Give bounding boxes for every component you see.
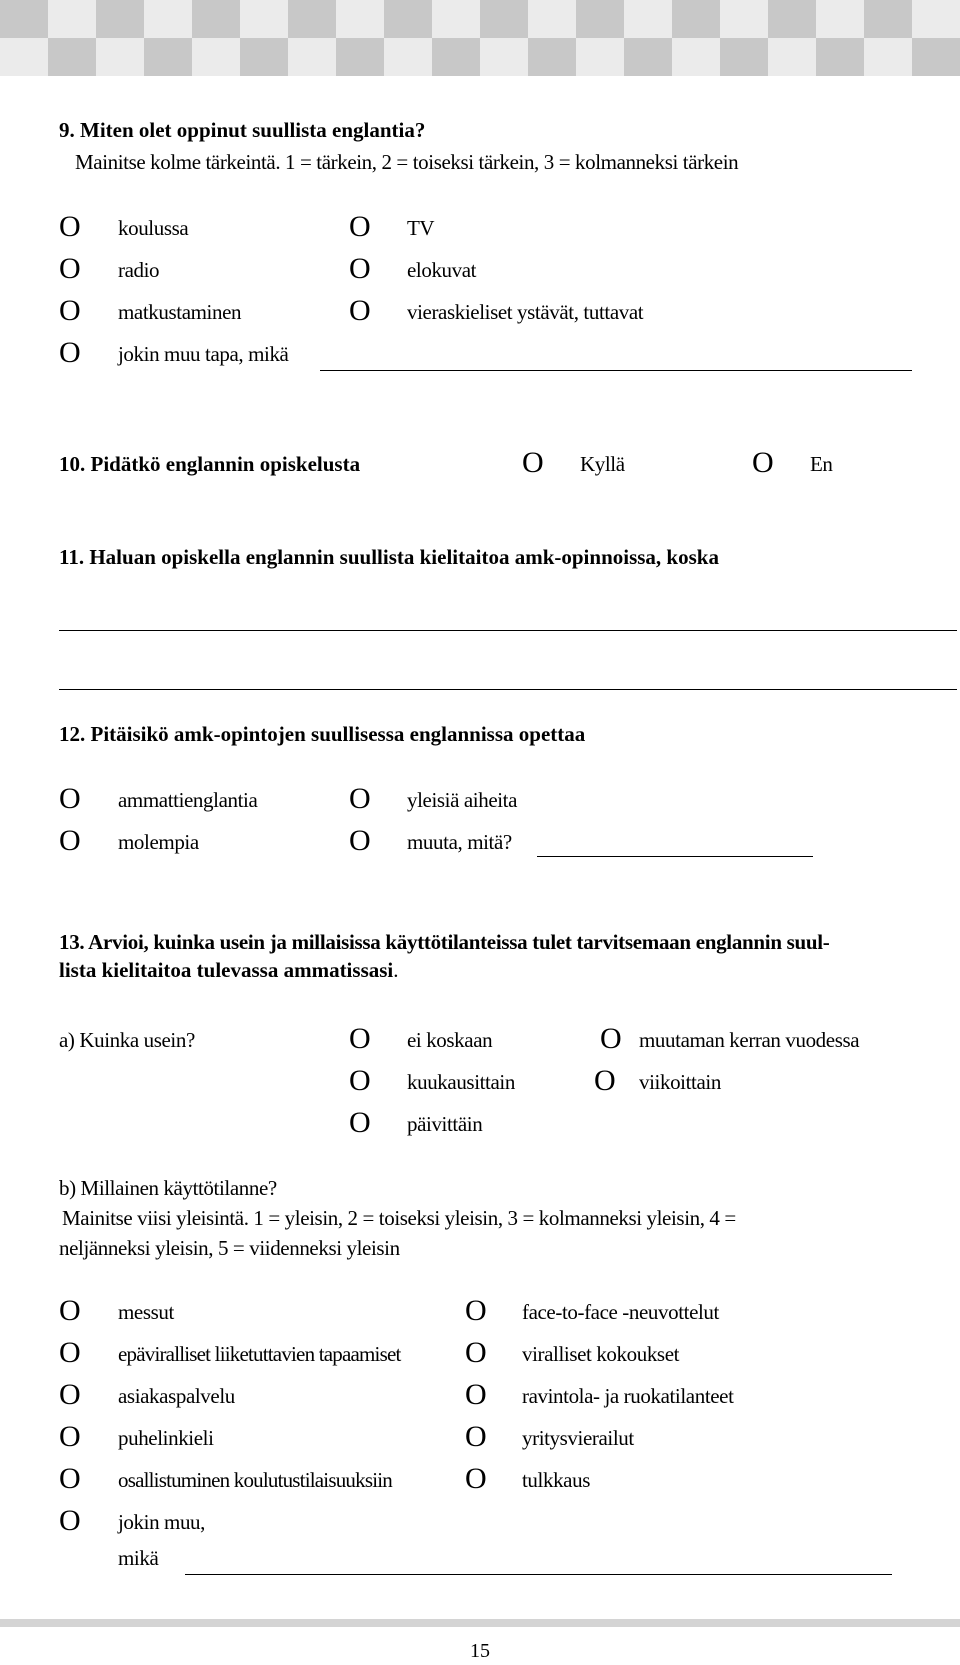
q10-no-label: En: [810, 452, 833, 476]
q13b-messut-label: messut: [118, 1300, 174, 1324]
q13b-puhelinkieli-radio[interactable]: O: [59, 1420, 81, 1453]
q12-yleisia-radio[interactable]: O: [349, 782, 371, 815]
q13b-other-answer-line[interactable]: [185, 1574, 892, 1575]
q13-title-period: .: [393, 958, 399, 982]
q9-instruction: Mainitse kolme tärkeintä. 1 = tärkein, 2 = toiseksi tärkein, 3 = kolmanneksi tärkein: [75, 150, 739, 174]
q9-friends-label: vieraskieliset ystävät, tuttavat: [407, 300, 644, 324]
q10-yes-radio[interactable]: O: [522, 446, 544, 479]
q9-title: 9. Miten olet oppinut suullista englantia?: [59, 118, 426, 142]
footer-bar: [0, 1619, 960, 1627]
q12-molempia-label: molempia: [118, 830, 199, 854]
q10-no-radio[interactable]: O: [752, 446, 774, 479]
q9-matkustaminen-radio[interactable]: O: [59, 294, 81, 327]
page-number: 15: [470, 1640, 490, 1662]
q13-title-line2-text: lista kielitaitoa tulevassa ammatissasi: [59, 958, 394, 982]
q13b-other-radio[interactable]: O: [59, 1504, 81, 1537]
q13a-label: a) Kuinka usein?: [59, 1028, 195, 1052]
q12-muuta-label: muuta, mitä?: [407, 830, 512, 854]
q13b-koulutus-radio[interactable]: O: [59, 1462, 81, 1495]
q13b-ravintola-label: ravintola- ja ruokatilanteet: [522, 1384, 734, 1408]
q9-friends-radio[interactable]: O: [349, 294, 371, 327]
q9-tv-label: TV: [407, 216, 435, 240]
q9-other-label: jokin muu tapa, mikä: [118, 342, 289, 366]
q12-muuta-answer-line[interactable]: [537, 856, 813, 857]
q13b-face-to-face-label: face-to-face -neuvottelut: [522, 1300, 719, 1324]
q12-molempia-radio[interactable]: O: [59, 824, 81, 857]
q13b-instruction-line2: neljänneksi yleisin, 5 = viidenneksi yleisin: [59, 1236, 400, 1260]
q13a-paivittain-radio[interactable]: O: [349, 1106, 371, 1139]
q13b-face-to-face-radio[interactable]: O: [465, 1294, 487, 1327]
q13a-muutaman-radio[interactable]: O: [600, 1022, 622, 1055]
q13a-kuukausittain-label: kuukausittain: [407, 1070, 515, 1094]
q13a-kuukausittain-radio[interactable]: O: [349, 1064, 371, 1097]
q9-other-radio[interactable]: O: [59, 336, 81, 369]
q13b-messut-radio[interactable]: O: [59, 1294, 81, 1327]
q13b-koulutus-label: osallistuminen koulutustilaisuuksiin: [118, 1468, 392, 1492]
q9-koulussa-label: koulussa: [118, 216, 189, 240]
q9-elokuvat-label: elokuvat: [407, 258, 477, 282]
q13-title-line1: 13. Arvioi, kuinka usein ja millaisissa käyttötilanteissa tulet tarvitsemaan englannin suul-: [59, 930, 830, 954]
q13b-other-label-mika: mikä: [118, 1546, 159, 1570]
q13b-yritysvierailut-label: yritysvierailut: [522, 1426, 634, 1450]
q13b-asiakaspalvelu-label: asiakaspalvelu: [118, 1384, 235, 1408]
q13b-viralliset-label: viralliset kokoukset: [522, 1342, 680, 1366]
q10-yes-label: Kyllä: [580, 452, 625, 476]
q13b-ravintola-radio[interactable]: O: [465, 1378, 487, 1411]
q11-answer-line-1[interactable]: [59, 630, 957, 631]
q9-other-answer-line[interactable]: [320, 370, 912, 371]
q13b-asiakaspalvelu-radio[interactable]: O: [59, 1378, 81, 1411]
q9-matkustaminen-label: matkustaminen: [118, 300, 242, 324]
q13a-ei-koskaan-label: ei koskaan: [407, 1028, 493, 1052]
q12-ammattienglantia-label: ammattienglantia: [118, 788, 258, 812]
q13b-instruction-line1: Mainitse viisi yleisintä. 1 = yleisin, 2 = toiseksi yleisin, 3 = kolmanneksi yleisin, 4 =: [62, 1206, 736, 1230]
q13-title-line2: [59, 958, 399, 983]
q13a-viikoittain-label: viikoittain: [639, 1070, 721, 1094]
q13a-paivittain-label: päivittäin: [407, 1112, 483, 1136]
q13b-yritysvierailut-radio[interactable]: O: [465, 1420, 487, 1453]
q9-radio-radio[interactable]: O: [59, 252, 81, 285]
q12-ammattienglantia-radio[interactable]: O: [59, 782, 81, 815]
q9-radio-label: radio: [118, 258, 160, 282]
q13b-viralliset-radio[interactable]: O: [465, 1336, 487, 1369]
q13a-muutaman-label: muutaman kerran vuodessa: [639, 1028, 860, 1052]
q12-yleisia-label: yleisiä aiheita: [407, 788, 518, 812]
q9-koulussa-radio[interactable]: O: [59, 210, 81, 243]
q11-title: 11. Haluan opiskella englannin suullista kielitaitoa amk-opinnoissa, koska: [59, 545, 719, 569]
q9-elokuvat-radio[interactable]: O: [349, 252, 371, 285]
q10-title: 10. Pidätkö englannin opiskelusta: [59, 452, 361, 476]
q9-tv-radio[interactable]: O: [349, 210, 371, 243]
q13b-tulkkaus-label: tulkkaus: [522, 1468, 590, 1492]
q13b-label: b) Millainen käyttötilanne?: [59, 1176, 277, 1200]
q12-muuta-radio[interactable]: O: [349, 824, 371, 857]
q11-answer-line-2[interactable]: [59, 689, 957, 690]
q13a-ei-koskaan-radio[interactable]: O: [349, 1022, 371, 1055]
q12-title: 12. Pitäisikö amk-opintojen suullisessa englannissa opettaa: [59, 722, 586, 746]
q13b-tulkkaus-radio[interactable]: O: [465, 1462, 487, 1495]
q13a-viikoittain-radio[interactable]: O: [594, 1064, 616, 1097]
q13b-other-label: jokin muu,: [118, 1510, 206, 1534]
q13b-epaviralliset-radio[interactable]: O: [59, 1336, 81, 1369]
checkered-header-band: [0, 0, 960, 76]
q13b-puhelinkieli-label: puhelinkieli: [118, 1426, 214, 1450]
q13b-epaviralliset-label: epäviralliset liiketuttavien tapaamiset: [118, 1342, 401, 1366]
